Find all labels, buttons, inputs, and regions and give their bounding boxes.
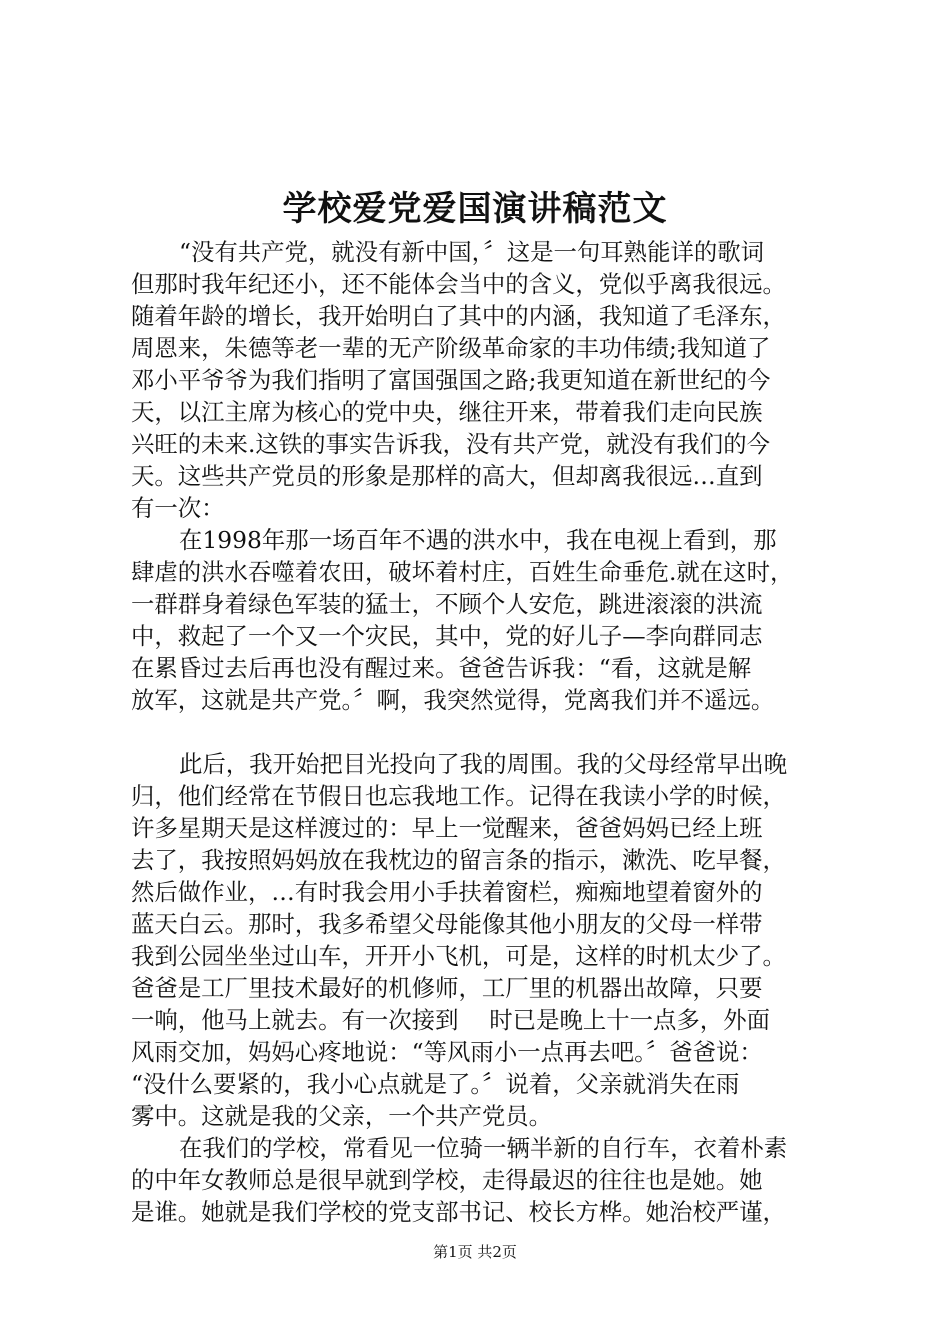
paragraph-line: 一响，他马上就去。有一次接到 时已是晚上十一点多，外面 xyxy=(131,1006,770,1034)
paragraph-line: 去了，我按照妈妈放在我枕边的留言条的指示，漱洗、吃早餐， xyxy=(131,846,786,874)
paragraph-line: 归，他们经常在节假日也忘我地工作。记得在我读小学的时候， xyxy=(131,782,786,810)
blank-line xyxy=(131,716,855,748)
paragraph-line: 的中年女教师总是很早就到学校，走得最迟的往往也是她。她 xyxy=(131,1166,763,1194)
paragraph-line: 蓝天白云。那时，我多希望父母能像其他小朋友的父母一样带 xyxy=(131,910,763,938)
paragraph-line: 邓小平爷爷为我们指明了富国强国之路;我更知道在新世纪的今 xyxy=(131,366,771,394)
page-footer: 第1页 共2页 xyxy=(433,1243,517,1261)
paragraph-line: 有一次： xyxy=(131,494,225,522)
paragraph-line: 爸爸是工厂里技术最好的机修师，工厂里的机器出故障，只要 xyxy=(131,974,763,1002)
paragraph-line: 在累昏过去后再也没有醒过来。爸爸告诉我：“看，这就是解 xyxy=(131,654,752,682)
paragraph-line: “没什么要紧的，我小心点就是了。〞说着，父亲就消失在雨 xyxy=(131,1070,740,1098)
paragraph-line: 肆虐的洪水吞噬着农田，破坏着村庄，百姓生命垂危.就在这时， xyxy=(131,558,794,586)
document-body xyxy=(131,236,855,1228)
paragraph-line: 但那时我年纪还小，还不能体会当中的含义，党似乎离我很远。 xyxy=(131,270,786,298)
paragraph-line: 许多星期天是这样渡过的：早上一觉醒来，爸爸妈妈已经上班 xyxy=(131,814,763,842)
document-title: 学校爱党爱国演讲稿范文 xyxy=(282,189,668,229)
paragraph-line: 在我们的学校，常看见一位骑一辆半新的自行车，衣着朴素 xyxy=(179,1134,788,1162)
paragraph-line: 然后做作业，…有时我会用小手扶着窗栏，痴痴地望着窗外的 xyxy=(131,878,763,906)
paragraph-line: 是谁。她就是我们学校的党支部书记、校长方桦。她治校严谨， xyxy=(131,1198,786,1226)
paragraph-line: 风雨交加，妈妈心疼地说：“等风雨小一点再去吧。〞爸爸说： xyxy=(131,1038,763,1066)
paragraph-line: 在1998年那一场百年不遇的洪水中，我在电视上看到，那 xyxy=(179,526,777,554)
paragraph-line: 一群群身着绿色军装的猛士，不顾个人安危，跳进滚滚的洪流 xyxy=(131,590,763,618)
paragraph-line: 我到公园坐坐过山车，开开小飞机，可是，这样的时机太少了。 xyxy=(131,942,786,970)
paragraph-line: 雾中。这就是我的父亲，一个共产党员。 xyxy=(131,1102,553,1130)
paragraph-line: 放军，这就是共产党。〞啊，我突然觉得，党离我们并不遥远。 xyxy=(131,686,775,714)
paragraph-line: 周恩来，朱德等老一辈的无产阶级革命家的丰功伟绩;我知道了 xyxy=(131,334,771,362)
paragraph-line: 随着年龄的增长，我开始明白了其中的内涵，我知道了毛泽东， xyxy=(131,302,786,330)
paragraph-line: “没有共产党，就没有新中国，〞这是一句耳熟能详的歌词 xyxy=(179,238,765,266)
paragraph-line: 兴旺的未来.这铁的事实告诉我，没有共产党，就没有我们的今 xyxy=(131,430,770,458)
paragraph-line: 中，救起了一个又一个灾民，其中，党的好儿子—李向群同志 xyxy=(131,622,763,650)
paragraph-line: 此后，我开始把目光投向了我的周围。我的父母经常早出晚 xyxy=(179,750,788,778)
paragraph-line: 天。这些共产党员的形象是那样的高大，但却离我很远…直到 xyxy=(131,462,763,490)
paragraph-line: 天，以江主席为核心的党中央，继往开来，带着我们走向民族 xyxy=(131,398,763,426)
